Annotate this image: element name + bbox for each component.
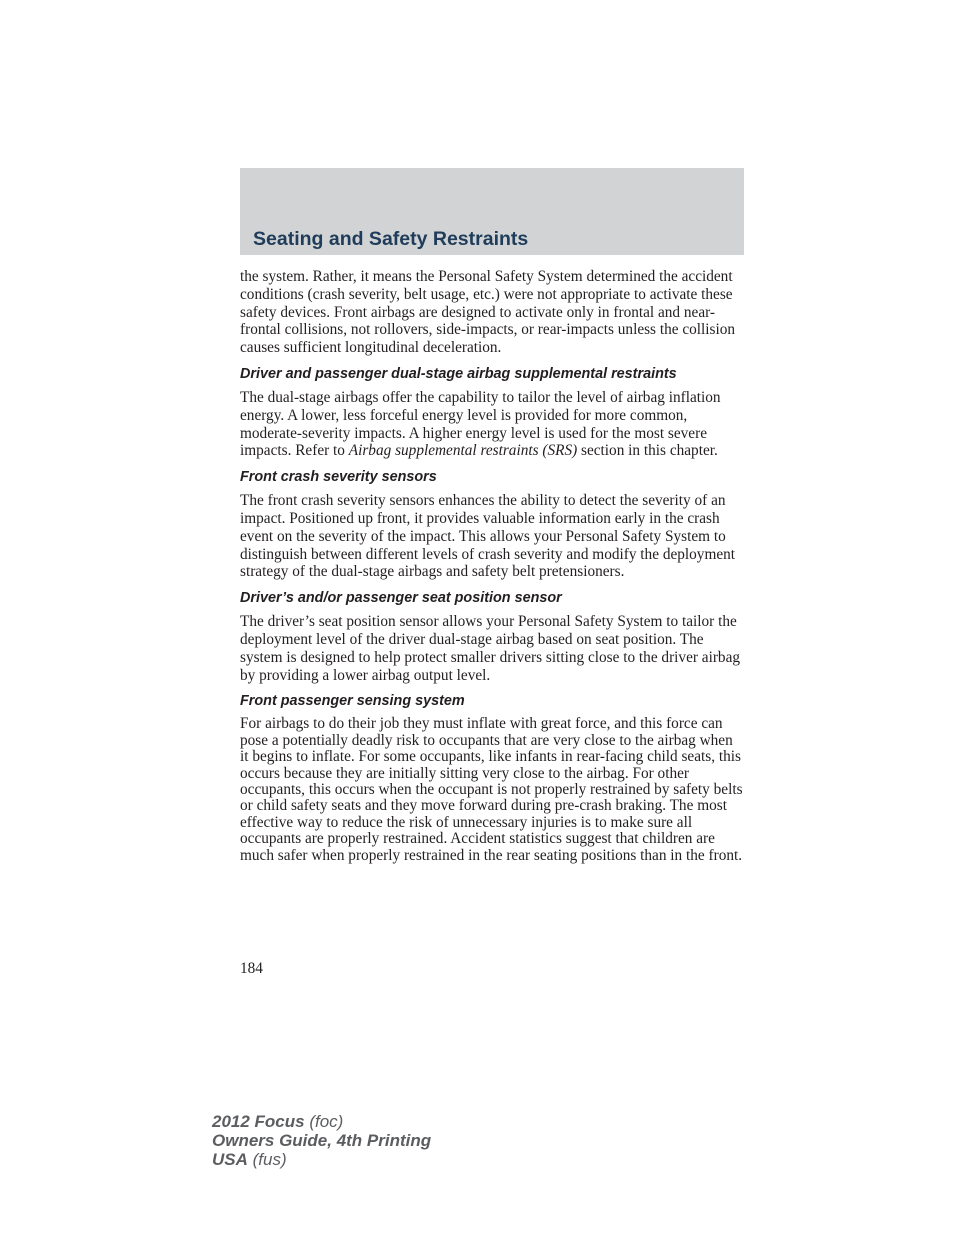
footer-model-code: (foc) [304, 1112, 344, 1131]
paragraph-seat-position-sensor: The driver’s seat position sensor allows your Personal Safety System to tailor the deployment level of the driver dual-stage airbag based on seat position. The system is designed to help protect smaller drivers sitting close to the driver airbag by providing a lower airbag output level. [240, 613, 741, 684]
footer-model: 2012 Focus [212, 1112, 305, 1131]
section-title: Seating and Safety Restraints [253, 228, 529, 250]
footer-line-guide [212, 1131, 431, 1150]
footer-guide: Owners Guide, 4th Printing [212, 1131, 432, 1150]
section-header-banner [240, 168, 744, 255]
heading-dual-stage-airbags: Driver and passenger dual-stage airbag supplemental restraints [240, 365, 677, 382]
footer-market-code: (fus) [247, 1150, 287, 1169]
paragraph-passenger-sensing: For airbags to do their job they must inflate with great force, and this force can pose a potentially deadly risk to occupants that are very close to the airbag when it begins to inflate. For some occupants, like infants in rear-facing child seats, this occurs because they are initially sitting very close to the airbag. For other occupants, this occurs when the occupant is not properly restrained by safety belts or child safety seats and they move forward during pre-crash braking. The most effective way to reduce the risk of unnecessary injuries is to make sure all occupants are properly restrained. Accident statistics suggest that children are much safer when properly restrained in the rear seating positions than in the front. [240, 715, 743, 864]
footer-line-market [212, 1150, 431, 1169]
paragraph-dual-stage-airbags [240, 389, 744, 460]
cross-reference-link: Airbag supplemental restraints (SRS) [348, 442, 578, 460]
heading-seat-position-sensor: Driver’s and/or passenger seat position sensor [240, 590, 562, 607]
heading-passenger-sensing: Front passenger sensing system [240, 693, 465, 710]
footer-market: USA [212, 1150, 248, 1169]
footer-line-model [212, 1112, 431, 1131]
paragraph-text: section in this chapter. [577, 442, 718, 460]
document-footer [212, 1112, 431, 1169]
paragraph-text: The dual-stage airbags offer the capability to tailor the level of airbag inflation energy. A lower, less forceful energy level is provided for more common, moderate-severity impacts. A higher energy level is used for the most severe impacts. Refer to [240, 388, 721, 460]
intro-paragraph: the system. Rather, it means the Personal Safety System determined the accident conditions (crash severity, belt usage, etc.) were not appropriate to activate these safety devices. Front airbags are designed to activate only in frontal and near-frontal collisions, not rollovers, side-impacts, or rear-impacts unless the collision causes sufficient longitudinal deceleration. [240, 268, 736, 357]
heading-front-crash-sensors: Front crash severity sensors [240, 469, 437, 486]
page-content [240, 268, 744, 864]
page-number: 184 [240, 960, 263, 977]
paragraph-front-crash-sensors: The front crash severity sensors enhances the ability to detect the severity of an impact. Positioned up front, it provides valuable information early in the crash event on the severity of the impact. This allows your Personal Safety System to distinguish between different levels of crash severity and modify the deployment strategy of the dual-stage airbags and safety belt pretensioners. [240, 492, 736, 581]
